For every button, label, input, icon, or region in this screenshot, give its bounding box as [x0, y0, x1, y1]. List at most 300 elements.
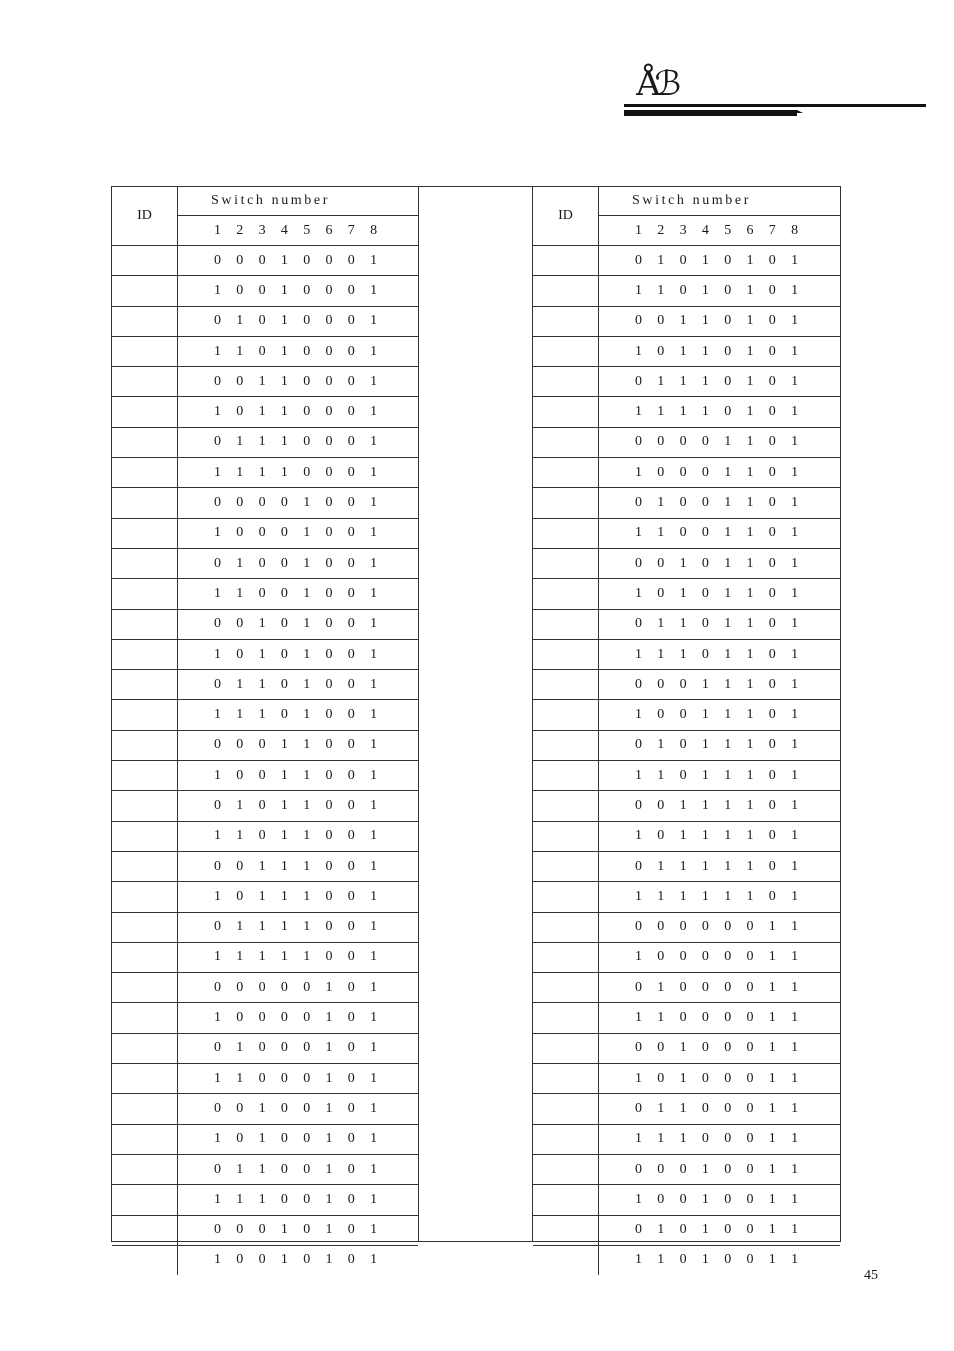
switch-bit: 1	[258, 707, 266, 723]
switch-bit: 1	[214, 888, 221, 904]
switch-bit: 0	[768, 767, 776, 783]
switch-bit: 1	[214, 707, 221, 723]
switch-bit: 0	[214, 676, 221, 692]
id-cell	[533, 397, 599, 427]
switch-bit: 0	[635, 797, 642, 813]
table-row	[533, 336, 840, 366]
switch-setting-cell	[178, 579, 419, 609]
switch-bit: 0	[325, 737, 333, 753]
switch-bit: 0	[325, 949, 333, 965]
id-cell	[112, 579, 178, 609]
switch-bit: 1	[258, 464, 266, 480]
switch-bit: 0	[746, 979, 754, 995]
switch-setting-cell	[178, 1124, 419, 1154]
id-cell	[533, 730, 599, 760]
switch-bit: 0	[724, 1040, 732, 1056]
switch-bit: 0	[325, 707, 333, 723]
id-cell	[533, 579, 599, 609]
switch-bit: 1	[724, 495, 732, 511]
table-row	[533, 1185, 840, 1215]
switch-bit: 1	[679, 585, 687, 601]
switch-table-left	[112, 187, 418, 1275]
switch-bit: 1	[236, 343, 244, 359]
switch-bit: 0	[280, 979, 288, 995]
switch-setting-cell	[599, 1245, 841, 1275]
switch-bit: 0	[303, 252, 311, 268]
table-row	[533, 1154, 840, 1184]
id-cell	[112, 1094, 178, 1124]
table-row	[533, 518, 840, 548]
table-row	[112, 518, 418, 548]
switch-bit: 1	[258, 1191, 266, 1207]
switch-bit: 1	[724, 767, 732, 783]
switch-bit: 1	[325, 1040, 333, 1056]
switch-bit: 0	[347, 555, 355, 571]
id-cell	[112, 851, 178, 881]
switch-bit: 1	[236, 434, 244, 450]
switch-setting-cell	[599, 609, 841, 639]
switch-bit: 0	[258, 737, 266, 753]
switch-bit: 0	[325, 525, 333, 541]
switch-bit: 0	[236, 1252, 244, 1268]
switch-setting-cell	[178, 1094, 419, 1124]
switch-setting-cell	[599, 579, 841, 609]
table-row	[112, 973, 418, 1003]
switch-bit: 1	[791, 737, 799, 753]
switch-bit: 1	[214, 1252, 221, 1268]
switch-number-row: 1 2 3 4 5 6 7 8	[214, 222, 378, 238]
switch-bit: 1	[791, 949, 799, 965]
switch-setting-cell	[599, 518, 841, 548]
switch-bit: 0	[347, 252, 355, 268]
switch-bit: 1	[724, 737, 732, 753]
id-cell	[112, 1124, 178, 1154]
switch-bit: 0	[347, 979, 355, 995]
table-row	[533, 1094, 840, 1124]
switch-bit: 1	[236, 707, 244, 723]
table-row	[533, 821, 840, 851]
switch-bit: 0	[347, 585, 355, 601]
switch-bit: 1	[635, 767, 642, 783]
switch-bit: 1	[679, 404, 687, 420]
switch-bit: 0	[280, 616, 288, 632]
switch-bit: 1	[791, 404, 799, 420]
switch-bit: 1	[303, 828, 311, 844]
switch-bit: 1	[701, 707, 709, 723]
switch-bit: 0	[303, 404, 311, 420]
switch-bit: 0	[679, 949, 687, 965]
table-row	[533, 882, 840, 912]
switch-bit: 0	[280, 1191, 288, 1207]
switch-bit: 0	[214, 737, 221, 753]
switch-setting-cell	[599, 1154, 841, 1184]
switch-setting-cell	[178, 367, 419, 397]
switch-setting-cell	[178, 791, 419, 821]
switch-setting-cell	[178, 882, 419, 912]
switch-bit: 1	[370, 1070, 378, 1086]
switch-bit: 0	[258, 1222, 266, 1238]
switch-setting-cell	[599, 912, 841, 942]
id-cell	[533, 942, 599, 972]
switch-bit: 0	[657, 555, 665, 571]
switch-bit: 1	[280, 767, 288, 783]
table-row	[533, 367, 840, 397]
table-row	[112, 1215, 418, 1245]
switch-bit: 1	[657, 252, 665, 268]
switch-bit: 1	[370, 464, 378, 480]
switch-setting-cell	[178, 730, 419, 760]
switch-setting-cell	[178, 1064, 419, 1094]
switch-bit: 1	[370, 1131, 378, 1147]
switch-bit: 0	[701, 979, 709, 995]
switch-bit: 0	[280, 555, 288, 571]
switch-bit: 0	[236, 737, 244, 753]
table-row	[112, 821, 418, 851]
switch-setting-cell	[599, 276, 841, 306]
switch-setting-cell	[599, 336, 841, 366]
switch-bit: 0	[768, 313, 776, 329]
id-cell	[112, 1245, 178, 1275]
table-row	[112, 700, 418, 730]
table-row	[112, 1154, 418, 1184]
table-row	[533, 912, 840, 942]
switch-bit: 0	[303, 464, 311, 480]
switch-bit: 1	[370, 1161, 378, 1177]
switch-bit: 0	[724, 313, 732, 329]
switch-bit: 1	[724, 828, 732, 844]
switch-bit: 1	[701, 313, 709, 329]
switch-bit: 0	[347, 1222, 355, 1238]
switch-bit: 1	[236, 797, 244, 813]
switch-bit: 0	[258, 828, 266, 844]
switch-bit: 1	[280, 252, 288, 268]
table-row	[112, 639, 418, 669]
switch-bit: 1	[724, 646, 732, 662]
switch-bit: 1	[746, 373, 754, 389]
switch-bit: 0	[280, 495, 288, 511]
id-cell	[533, 458, 599, 488]
switch-bit: 1	[724, 888, 732, 904]
switch-bit: 1	[214, 828, 221, 844]
switch-bit: 1	[679, 1070, 687, 1086]
switch-bit: 0	[325, 858, 333, 874]
switch-bit: 1	[258, 858, 266, 874]
switch-bit: 0	[280, 646, 288, 662]
id-cell	[112, 1064, 178, 1094]
switch-bit: 1	[791, 616, 799, 632]
switch-bit: 1	[768, 949, 776, 965]
switch-bit: 0	[347, 888, 355, 904]
switch-bit: 1	[791, 434, 799, 450]
switch-bit: 1	[635, 1252, 642, 1268]
id-header: ID	[533, 187, 599, 246]
switch-setting-cell	[178, 397, 419, 427]
switch-bit: 1	[280, 858, 288, 874]
switch-bit: 0	[701, 1040, 709, 1056]
switch-setting-cell	[599, 488, 841, 518]
switch-bit: 1	[746, 767, 754, 783]
page-number: 45	[864, 1268, 878, 1283]
switch-bit: 1	[325, 1131, 333, 1147]
switch-bit: 0	[347, 737, 355, 753]
switch-bit: 0	[657, 343, 665, 359]
table-row	[533, 761, 840, 791]
switch-setting-cell	[178, 427, 419, 457]
switch-bit: 0	[746, 1191, 754, 1207]
switch-bit: 1	[746, 737, 754, 753]
switch-setting-cell	[599, 1033, 841, 1063]
switch-bit: 0	[701, 919, 709, 935]
switch-bit: 0	[325, 434, 333, 450]
id-cell	[533, 488, 599, 518]
switch-bit: 0	[679, 1191, 687, 1207]
switch-bit: 1	[635, 1131, 642, 1147]
switch-bit: 1	[635, 1010, 642, 1026]
switch-bit: 1	[370, 343, 378, 359]
switch-bit: 1	[701, 252, 709, 268]
switch-bit: 1	[280, 919, 288, 935]
id-cell	[112, 1185, 178, 1215]
table-row	[533, 973, 840, 1003]
switch-bit: 1	[370, 1040, 378, 1056]
table-spacer-column	[418, 187, 533, 1241]
switch-setting-cell	[599, 791, 841, 821]
switch-bit: 1	[214, 646, 221, 662]
switch-bit: 1	[325, 1222, 333, 1238]
switch-bit: 1	[370, 767, 378, 783]
id-cell	[533, 821, 599, 851]
id-cell	[112, 1154, 178, 1184]
switch-bit: 1	[724, 616, 732, 632]
switch-bit: 0	[724, 1252, 732, 1268]
switch-bit: 0	[303, 1070, 311, 1086]
switch-bit: 1	[370, 1222, 378, 1238]
switch-bit: 0	[303, 1222, 311, 1238]
table-row	[112, 670, 418, 700]
switch-bit: 0	[635, 434, 642, 450]
switch-bit: 0	[701, 616, 709, 632]
switch-setting-cell	[599, 942, 841, 972]
switch-setting-cell	[599, 1215, 841, 1245]
switch-bit: 0	[635, 616, 642, 632]
switch-bit: 0	[701, 1131, 709, 1147]
switch-bit: 0	[303, 1100, 311, 1116]
switch-bit: 0	[258, 555, 266, 571]
switch-bit: 0	[236, 1222, 244, 1238]
switch-bit: 1	[258, 1131, 266, 1147]
switch-bit: 1	[635, 282, 642, 298]
switch-bit: 0	[635, 313, 642, 329]
switch-bit: 0	[768, 858, 776, 874]
switch-bit: 0	[347, 646, 355, 662]
switch-bit: 0	[635, 1100, 642, 1116]
switch-setting-cell	[178, 700, 419, 730]
switch-bit: 0	[635, 1222, 642, 1238]
switch-bit: 0	[746, 1252, 754, 1268]
switch-bit: 0	[236, 1100, 244, 1116]
switch-bit: 0	[746, 1161, 754, 1177]
switch-bit: 0	[325, 919, 333, 935]
switch-bit: 0	[657, 464, 665, 480]
switch-bit: 1	[746, 797, 754, 813]
switch-bit: 0	[768, 282, 776, 298]
switch-bit: 1	[679, 343, 687, 359]
switch-bit: 1	[258, 404, 266, 420]
switch-bit: 0	[701, 434, 709, 450]
switch-bit: 1	[768, 1010, 776, 1026]
switch-bit: 1	[214, 343, 221, 359]
switch-bit: 1	[258, 949, 266, 965]
switch-bit: 1	[724, 858, 732, 874]
switch-bit: 0	[701, 464, 709, 480]
switch-bit: 0	[657, 434, 665, 450]
id-cell	[533, 882, 599, 912]
header-rule-thick	[624, 110, 797, 116]
switch-bit: 1	[657, 616, 665, 632]
switch-bit: 0	[258, 282, 266, 298]
switch-setting-cell	[599, 306, 841, 336]
id-cell	[533, 912, 599, 942]
table-row	[533, 579, 840, 609]
switch-bit: 0	[347, 1191, 355, 1207]
switch-bit: 1	[280, 313, 288, 329]
switch-bit: 0	[679, 1161, 687, 1177]
switch-bit: 0	[746, 1010, 754, 1026]
switch-setting-cell	[178, 670, 419, 700]
switch-bit: 0	[214, 555, 221, 571]
switch-bit: 0	[214, 919, 221, 935]
switch-bit: 0	[325, 616, 333, 632]
switch-setting-cell	[178, 1033, 419, 1063]
switch-bit: 1	[791, 252, 799, 268]
switch-bit: 1	[701, 737, 709, 753]
switch-bit: 1	[791, 464, 799, 480]
switch-bit: 0	[347, 1070, 355, 1086]
switch-bit: 0	[724, 404, 732, 420]
id-cell	[533, 427, 599, 457]
table-row	[533, 397, 840, 427]
switch-bit: 1	[303, 919, 311, 935]
switch-bit: 0	[746, 1131, 754, 1147]
switch-bit: 0	[635, 1161, 642, 1177]
switch-bit: 1	[679, 616, 687, 632]
switch-setting-cell	[599, 1124, 841, 1154]
switch-bit: 0	[258, 767, 266, 783]
switch-bit: 1	[303, 858, 311, 874]
switch-bit: 1	[303, 949, 311, 965]
id-cell	[112, 246, 178, 276]
switch-bit: 1	[325, 1191, 333, 1207]
table-row	[533, 609, 840, 639]
switch-bit: 1	[679, 555, 687, 571]
switch-bit: 1	[236, 585, 244, 601]
switch-bit: 1	[214, 282, 221, 298]
switch-bit: 1	[657, 1010, 665, 1026]
switch-setting-cell	[599, 246, 841, 276]
header-rule-thin	[624, 104, 926, 107]
switch-bit: 0	[236, 252, 244, 268]
switch-bit: 0	[325, 555, 333, 571]
switch-bit: 0	[724, 1131, 732, 1147]
table-row	[533, 730, 840, 760]
switch-bit: 1	[280, 1222, 288, 1238]
table-row	[112, 579, 418, 609]
switch-bit: 0	[701, 646, 709, 662]
switch-setting-cell	[178, 1003, 419, 1033]
switch-bit: 0	[679, 979, 687, 995]
switch-bit: 0	[214, 858, 221, 874]
id-cell	[112, 488, 178, 518]
switch-setting-cell	[178, 1185, 419, 1215]
switch-bit: 0	[679, 1010, 687, 1026]
switch-setting-cell	[178, 912, 419, 942]
table-row	[533, 639, 840, 669]
switch-bit: 1	[679, 888, 687, 904]
switch-bit: 1	[657, 646, 665, 662]
table-row	[112, 1124, 418, 1154]
switch-bit: 1	[657, 373, 665, 389]
id-cell	[112, 518, 178, 548]
switch-bit: 0	[258, 313, 266, 329]
switch-bit: 1	[370, 919, 378, 935]
switch-bit: 0	[635, 555, 642, 571]
switch-bit: 0	[657, 797, 665, 813]
switch-bit: 1	[701, 858, 709, 874]
switch-bit: 1	[791, 1070, 799, 1086]
table-row	[533, 1033, 840, 1063]
switch-bit: 1	[791, 282, 799, 298]
switch-bit: 0	[303, 373, 311, 389]
switch-bit: 1	[679, 828, 687, 844]
switch-bit: 1	[657, 404, 665, 420]
switch-bit: 0	[325, 373, 333, 389]
id-cell	[533, 670, 599, 700]
switch-bit: 1	[325, 1100, 333, 1116]
switch-setting-cell	[599, 1185, 841, 1215]
switch-bit: 1	[791, 646, 799, 662]
table-row	[112, 427, 418, 457]
switch-setting-cell	[599, 367, 841, 397]
switch-bit: 0	[657, 1161, 665, 1177]
table-row	[112, 1033, 418, 1063]
switch-bit: 1	[236, 313, 244, 329]
switch-bit: 0	[746, 1040, 754, 1056]
switch-bit: 0	[347, 525, 355, 541]
switch-bit: 0	[258, 797, 266, 813]
switch-bit: 0	[635, 495, 642, 511]
switch-bit: 1	[280, 888, 288, 904]
switch-bit: 1	[370, 616, 378, 632]
switch-bit: 0	[280, 707, 288, 723]
switch-bit: 1	[746, 646, 754, 662]
switch-bit: 1	[746, 343, 754, 359]
id-cell	[533, 609, 599, 639]
switch-bit: 0	[657, 313, 665, 329]
switch-bit: 1	[746, 585, 754, 601]
id-cell	[112, 791, 178, 821]
switch-bit: 1	[370, 646, 378, 662]
switch-bit: 0	[768, 646, 776, 662]
switch-bit: 0	[768, 888, 776, 904]
id-cell	[533, 548, 599, 578]
switch-bit: 0	[280, 525, 288, 541]
switch-bit: 1	[236, 1161, 244, 1177]
switch-bit: 1	[258, 888, 266, 904]
switch-bit: 1	[657, 1100, 665, 1116]
switch-bit: 1	[657, 888, 665, 904]
switch-number-header: Switch number	[599, 187, 841, 216]
id-cell	[533, 851, 599, 881]
